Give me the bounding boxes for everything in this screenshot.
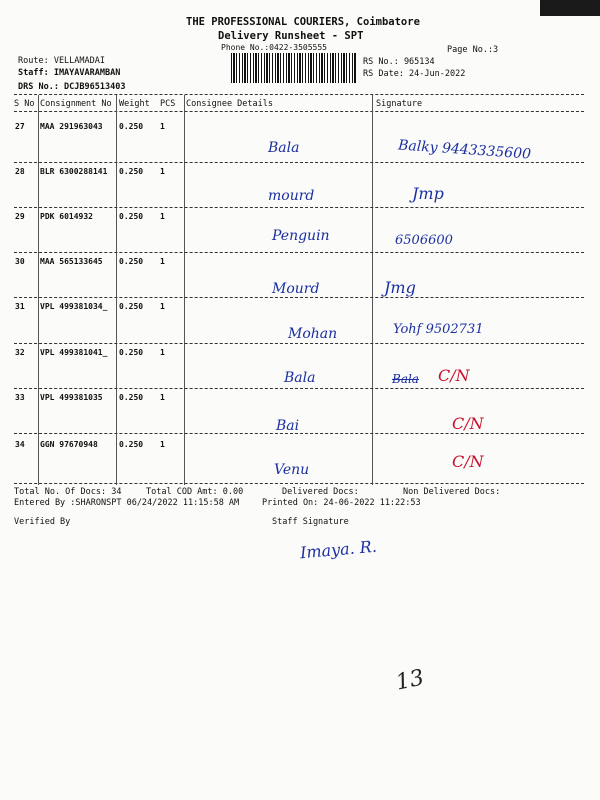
entered-by: Entered By :SHARONSPT 06/24/2022 11:15:58 AM [14,498,240,508]
row-divider [14,252,584,253]
verified-by: Verified By [14,517,71,527]
row-divider [14,433,584,434]
row-sno: 33 [15,393,25,402]
row-pcs: 1 [160,302,165,311]
route: Route: VELLAMADAI [18,56,105,66]
row-consignment: BLR 6300288141 [40,167,108,176]
row-consignment: PDK 6014932 [40,212,93,221]
row-weight: 0.250 [119,167,144,176]
row-consignee-handwritten: Penguin [272,228,330,244]
rs-number: RS No.: 965134 [363,57,435,67]
phone-number: Phone No.:0422-3505555 [221,43,327,52]
row-pcs: 1 [160,212,165,221]
row-sno: 28 [15,167,25,176]
row-sno: 29 [15,212,25,221]
row-consignment: VPL 499381034_ [40,302,108,311]
row-consignee-handwritten: Venu [274,462,310,478]
row-sno: 32 [15,348,25,357]
staff-signature-label: Staff Signature [272,517,349,527]
scan-edge-shadow [540,0,600,16]
column-line [38,95,39,485]
scribbled-signature: Bala [392,372,419,386]
row-weight: 0.250 [119,302,144,311]
row-pcs: 1 [160,122,165,131]
row-signature-handwritten: Jmg [384,278,416,297]
divider [14,111,584,112]
row-sno: 27 [15,122,25,131]
row-sno: 34 [15,440,25,449]
printed-on: Printed On: 24-06-2022 11:22:53 [262,498,421,508]
row-consignment: VPL 499381041_ [40,348,108,357]
row-weight: 0.250 [119,440,144,449]
row-pcs: 1 [160,440,165,449]
row-signature-handwritten: C/N [452,452,484,471]
row-signature-handwritten: Yohf 9502731 [393,322,484,337]
row-weight: 0.250 [119,122,144,131]
col-sno: S No [14,99,35,109]
page-mark-handwritten: 13 [393,665,427,696]
row-divider [14,162,584,163]
row-divider [14,343,584,344]
row-divider [14,483,584,484]
row-consignment: MAA 565133645 [40,257,103,266]
column-line [116,95,117,485]
row-consignee-handwritten: Mohan [288,326,338,342]
row-signature-handwritten: 6506600 [395,233,453,248]
row-pcs: 1 [160,348,165,357]
rs-date: RS Date: 24-Jun-2022 [363,69,466,79]
row-signature-handwritten: Balky 9443335600 [397,137,532,163]
col-consignee: Consignee Details [186,99,273,109]
row-pcs: 1 [160,257,165,266]
row-consignee-handwritten: Mourd [272,281,320,297]
company-title: THE PROFESSIONAL COURIERS, Coimbatore [186,16,420,28]
row-divider [14,388,584,389]
column-line [372,95,373,485]
row-divider [14,297,584,298]
row-weight: 0.250 [119,257,144,266]
row-divider [14,207,584,208]
col-signature: Signature [376,99,423,109]
row-consignment: GGN 97670948 [40,440,98,449]
document-title: Delivery Runsheet - SPT [218,30,364,42]
non-delivered-docs: Non Delivered Docs: [403,487,501,497]
barcode [231,53,356,83]
row-consignee-handwritten: Bala [284,370,316,386]
row-weight: 0.250 [119,393,144,402]
row-signature-handwritten: Jmp [412,184,444,203]
row-pcs: 1 [160,167,165,176]
row-consignment: MAA 291963043 [40,122,103,131]
row-weight: 0.250 [119,348,144,357]
row-consignee-handwritten: Bai [276,418,300,434]
delivered-docs: Delivered Docs: [282,487,359,497]
row-sno: 30 [15,257,25,266]
row-consignment: VPL 499381035 [40,393,103,402]
drs-number: DRS No.: DCJB96513403 [18,82,126,92]
divider [14,94,584,95]
staff-signature-handwritten: Imaya. R. [299,536,378,563]
row-sno: 31 [15,302,25,311]
total-cod: Total COD Amt: 0.00 [146,487,244,497]
col-weight: Weight [119,99,150,109]
col-pcs: PCS [160,99,176,109]
page-number: Page No.:3 [447,45,499,55]
row-signature-handwritten: C/N [452,414,484,433]
row-consignee-handwritten: mourd [268,188,315,204]
col-consignment: Consignment No [40,99,112,109]
row-consignee-handwritten: Bala [268,140,300,156]
row-signature-handwritten: C/N [438,366,470,385]
staff-name: Staff: IMAYAVARAMBAN [18,68,121,78]
row-weight: 0.250 [119,212,144,221]
row-pcs: 1 [160,393,165,402]
column-line [184,95,185,485]
total-docs: Total No. Of Docs: 34 [14,487,122,497]
